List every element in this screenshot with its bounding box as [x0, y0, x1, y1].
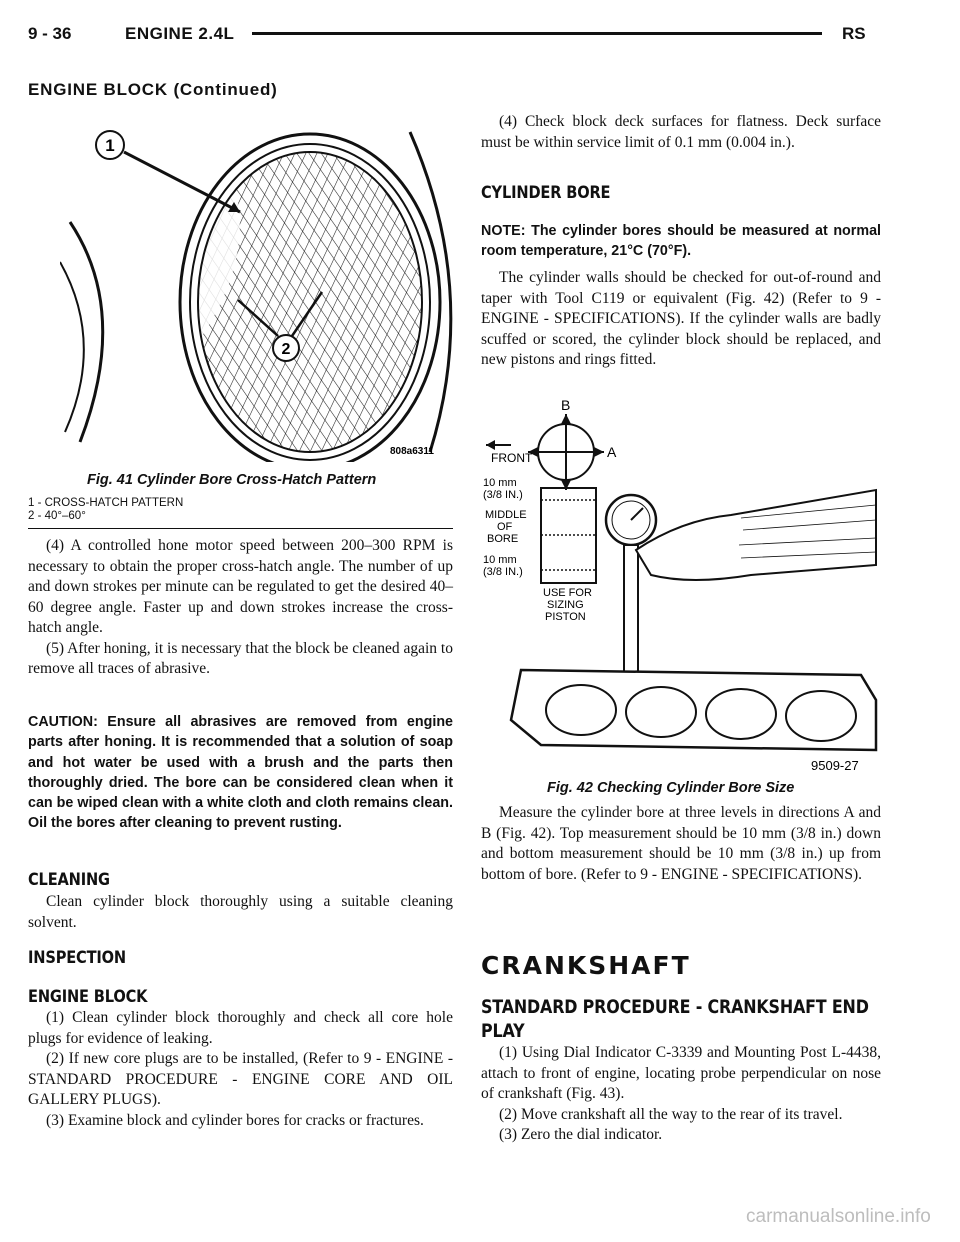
fig41-code: 808a6311	[390, 446, 434, 457]
left-column	[28, 536, 453, 680]
hone-step-5: (5) After honing, it is necessary that the block be cleaned again to remove all traces of abrasive.	[28, 639, 453, 677]
fig42-middle-1: MIDDLE	[485, 509, 527, 521]
fig41-legend-2: 2 - 40°–60°	[28, 510, 86, 522]
engine-block-heading: ENGINE BLOCK	[28, 987, 148, 1007]
fig41-callout-2: 2	[281, 341, 291, 358]
cleaning-heading: CLEANING	[28, 870, 110, 890]
continued-title: ENGINE BLOCK (Continued)	[28, 80, 278, 99]
bore-text: The cylinder walls should be checked for out-of-round and taper with Tool C119 or equivalent (Fig. 42) (Refer to 9 - ENGINE - SPECIFICATIONS). If the cylinder walls are badly scuffed or scored, the cylinder block should be replaced, and new pistons and rings fitted.	[481, 269, 881, 368]
fig42-10mm-top-1: 10 mm	[483, 477, 517, 489]
fig41-callout-1: 1	[105, 136, 115, 155]
eb-step-2: (2) If new core plugs are to be installed, (Refer to 9 - ENGINE - STANDARD PROCEDURE - ENGINE CORE AND OIL GALLERY PLUGS).	[28, 1050, 453, 1108]
inspection-heading: INSPECTION	[28, 948, 126, 968]
deck-body	[481, 112, 881, 153]
fig42-use-1: USE FOR	[543, 587, 592, 599]
fig42-10mm-bot-1: 10 mm	[483, 554, 517, 566]
bore-note: NOTE: The cylinder bores should be measured at normal room temperature, 21°C (70°F).	[481, 223, 881, 260]
deck-step-4: (4) Check block deck surfaces for flatness. Deck surface must be within service limit of 0.1 mm (0.004 in.).	[481, 113, 881, 151]
measure-body	[481, 803, 881, 885]
page-number: 9 - 36	[28, 24, 72, 43]
fig42-caption: Fig. 42 Checking Cylinder Bore Size	[547, 780, 795, 796]
model-code: RS	[842, 24, 866, 43]
fig42-label-front: FRONT	[491, 451, 533, 465]
eb-step-3: (3) Examine block and cylinder bores for cracks or fractures.	[46, 1111, 424, 1129]
fig42-use-3: PISTON	[545, 611, 586, 623]
fig42-label-b: B	[561, 400, 571, 413]
endplay-body	[481, 1043, 881, 1146]
measure-text: Measure the cylinder bore at three levels in directions A and B (Fig. 42). Top measurement should be 10 mm (3/8 in.) down and bottom measurement should be 10 mm (3/8 in.) up from bottom of bore. (Refer to 9 - ENGINE - SPECIFICATIONS).	[481, 804, 881, 883]
engine-block-body	[28, 1008, 453, 1131]
fig42-illustration	[481, 400, 881, 775]
cylinder-bore-heading: CYLINDER BORE	[481, 183, 611, 203]
bore-body	[481, 268, 881, 371]
endplay-step-2: (2) Move crankshaft all the way to the rear of its travel.	[499, 1105, 843, 1123]
cleaning-text: Clean cylinder block thoroughly using a suitable cleaning solvent.	[28, 893, 453, 931]
hone-step-4: (4) A controlled hone motor speed between 200–300 RPM is necessary to obtain the proper cross-hatch angle. The number of up and down strokes per minute can be regulated to get the desired 40–60 degree angle. Faster up and down strokes increase the cross-hatch angle.	[28, 537, 453, 636]
endplay-heading-line-1: STANDARD PROCEDURE - CRANKSHAFT END	[481, 997, 869, 1018]
fig42-label-a: A	[607, 444, 617, 460]
endplay-step-3: (3) Zero the dial indicator.	[499, 1126, 663, 1143]
fig42-use-2: SIZING	[547, 599, 584, 611]
endplay-heading-line-2: PLAY	[481, 1021, 525, 1042]
fig41-caption: Fig. 41 Cylinder Bore Cross-Hatch Pattern	[87, 472, 377, 488]
fig41-legend-1: 1 - CROSS-HATCH PATTERN	[28, 497, 184, 509]
watermark: carmanualsonline.info	[746, 1206, 931, 1227]
endplay-step-1: (1) Using Dial Indicator C-3339 and Mounting Post L-4438, attach to front of engine, locating probe perpendicular on nose of crankshaft (Fig. 43).	[481, 1044, 881, 1102]
section-title: ENGINE 2.4L	[125, 24, 235, 43]
fig42-10mm-top-2: (3/8 IN.)	[483, 489, 523, 501]
cleaning-body	[28, 892, 453, 933]
crankshaft-heading: CRANKSHAFT	[481, 951, 691, 980]
fig42-10mm-bot-2: (3/8 IN.)	[483, 566, 523, 578]
fig42-code: 9509-27	[811, 758, 859, 773]
fig41-rule	[28, 528, 453, 529]
fig41-illustration	[60, 112, 460, 462]
caution-note: CAUTION: Ensure all abrasives are removed from engine parts after honing. It is recommended that a solution of soap and hot water be used with a brush and the parts then thoroughly dried. The bore can be considered clean when it can be wiped clean with a white cloth and cloth remains clean. Oil the bores after cleaning to prevent rusting.	[28, 714, 453, 832]
eb-step-1: (1) Clean cylinder block thoroughly and check all core hole plugs for evidence of leaking.	[28, 1009, 453, 1047]
fig42-middle-3: BORE	[487, 533, 519, 545]
header-rule	[252, 32, 822, 35]
fig42-middle-2: OF	[497, 521, 513, 533]
